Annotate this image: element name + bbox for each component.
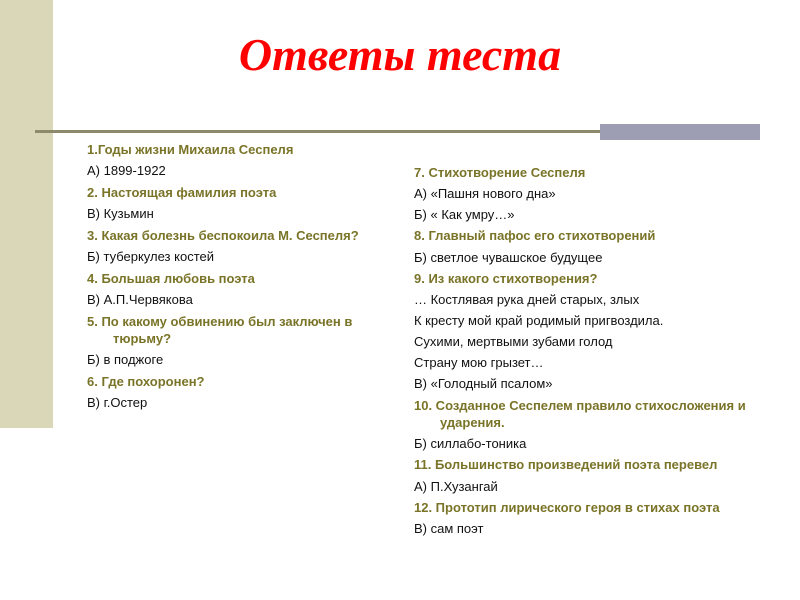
question-line: 10. Созданное Сеспелем правило стихосложения и ударения. [414, 397, 746, 431]
answer-line: Б) светлое чувашское будущее [414, 249, 603, 265]
answer-line: Б) силлабо-тоника [414, 436, 527, 452]
answer-line: Б) туберкулез костей [87, 249, 214, 265]
answer-line: Б) « Как умру…» [414, 207, 515, 223]
answer-line: А) «Пашня нового дна» [414, 186, 556, 202]
answers-column-left [87, 141, 407, 416]
answer-line: В) «Голодный псалом» [414, 376, 553, 392]
answer-line: К кресту мой край родимый пригвоздила. [414, 312, 664, 328]
answers-column-right [414, 164, 754, 541]
question-line: 5. По какому обвинению был заключен в тюрьму? [87, 313, 353, 347]
answer-line: А) П.Хузангай [414, 478, 498, 494]
answer-line: Страну мою грызет… [414, 355, 544, 371]
question-line: 8. Главный пафос его стихотворений [414, 228, 656, 244]
answer-line: В) Кузьмин [87, 206, 154, 222]
question-line: 7. Стихотворение Сеспеля [414, 165, 586, 180]
question-line: 4. Большая любовь поэта [87, 270, 255, 286]
answer-line: … Костлявая рука дней старых, злых [414, 291, 640, 307]
answer-line: В) А.П.Червякова [87, 292, 193, 308]
answer-line: В) сам поэт [414, 520, 484, 536]
divider-accent-block [600, 124, 760, 140]
answer-line: Б) в поджоге [87, 352, 164, 368]
slide-title: Ответы теста [238, 29, 562, 80]
question-line: 1.Годы жизни Михаила Сеспеля [87, 142, 294, 157]
question-line: 12. Прототип лирического героя в стихах поэта [414, 499, 720, 515]
question-line: 6. Где похоронен? [87, 373, 205, 389]
answer-line: Сухими, мертвыми зубами голод [414, 334, 613, 350]
question-line: 11. Большинство произведений поэта перевел [414, 457, 718, 473]
question-line: 2. Настоящая фамилия поэта [87, 184, 277, 200]
question-line: 3. Какая болезнь беспокоила М. Сеспеля? [87, 227, 359, 243]
answer-line: А) 1899-1922 [87, 163, 166, 179]
answer-line: В) г.Остер [87, 395, 148, 411]
question-line: 9. Из какого стихотворения? [414, 270, 598, 286]
